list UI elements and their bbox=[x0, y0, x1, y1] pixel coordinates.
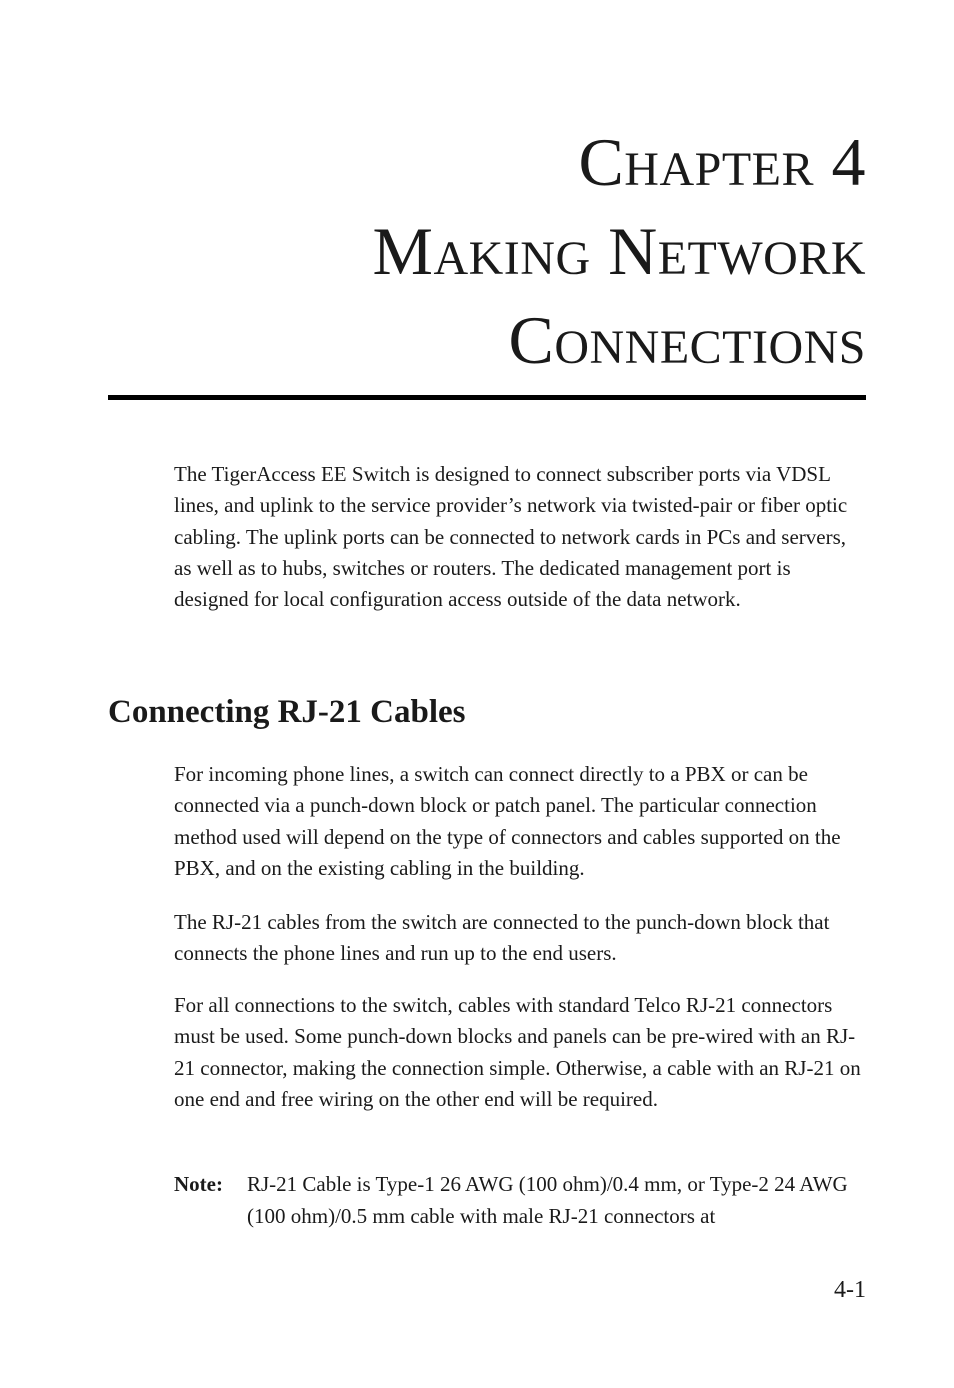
chapter-divider bbox=[108, 395, 866, 400]
chapter-title bbox=[373, 118, 867, 385]
section-paragraph-1: For incoming phone lines, a switch can connect directly to a PBX or can be connected via a punch-down block or patch panel. The particular connection method used will depend on the type of connectors and cables supported on the PBX, and on the existing cabling in the building. bbox=[174, 762, 841, 880]
chapter-title-line-1: Chapter 4 bbox=[578, 124, 866, 200]
chapter-title-line-3: Connections bbox=[508, 302, 866, 378]
section-paragraph-3-block bbox=[174, 990, 864, 1115]
intro-paragraph: The TigerAccess EE Switch is designed to connect subscriber ports via VDSL lines, and uplink to the service provider’s network via twisted-pair or fiber optic cabling. The uplink ports can be connected to network cards in PCs and servers, as well as to hubs, switches or routers. The dedicated management port is designed for local configuration access outside of the data network. bbox=[174, 462, 848, 612]
section-paragraph-3: For all connections to the switch, cables with standard Telco RJ-21 connectors must be used. Some punch-down blocks and panels can be pre-wired with an RJ-21 connector, making the connection simple. Otherwise, a cable with an RJ-21 on one end and free wiring on the other end will be required. bbox=[174, 993, 861, 1111]
section-paragraph-2-block bbox=[174, 907, 864, 970]
section-paragraph-1-block bbox=[174, 759, 864, 884]
intro-block bbox=[174, 459, 864, 615]
page-number: 4-1 bbox=[834, 1277, 866, 1303]
chapter-title-line-2: Making Network bbox=[372, 213, 866, 289]
section-paragraph-2: The RJ-21 cables from the switch are connected to the punch-down block that connects the phone lines and run up to the end users. bbox=[174, 910, 830, 966]
note-label: Note: bbox=[174, 1172, 223, 1196]
section-heading: Connecting RJ-21 Cables bbox=[108, 694, 466, 730]
note-text: RJ-21 Cable is Type-1 26 AWG (100 ohm)/0.4 mm, or Type-2 24 AWG (100 ohm)/0.5 mm cable with male RJ-21 connectors at bbox=[247, 1172, 848, 1228]
note bbox=[174, 1168, 864, 1232]
